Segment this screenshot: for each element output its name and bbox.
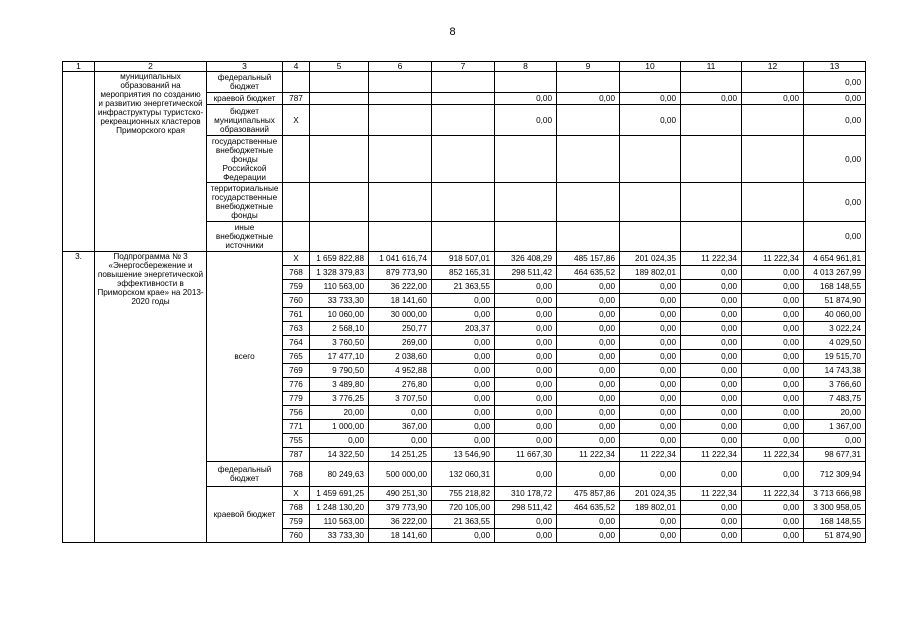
value-cell: 3 707,50: [369, 392, 432, 406]
value-cell: 168 148,55: [804, 515, 866, 529]
code-cell: 763: [283, 322, 310, 336]
header-cell: 1: [63, 62, 95, 72]
value-cell: [681, 72, 742, 93]
value-cell: 189 802,01: [620, 501, 681, 515]
value-cell: 3 766,60: [804, 378, 866, 392]
value-cell: [432, 183, 495, 222]
value-cell: 0,00: [742, 529, 804, 543]
value-cell: 0,00: [742, 501, 804, 515]
value-cell: 464 635,52: [557, 266, 620, 280]
code-cell: 759: [283, 280, 310, 294]
value-cell: 201 024,35: [620, 487, 681, 501]
value-cell: 4 952,88: [369, 364, 432, 378]
value-cell: 11 222,34: [742, 487, 804, 501]
program-name-cell: муниципальных образований на мероприятия по созданию и развитию энергетической инфраструктуры туристско-рекреационных кластеров Приморского края: [95, 72, 207, 252]
value-cell: 0,00: [681, 378, 742, 392]
value-cell: 720 105,00: [432, 501, 495, 515]
value-cell: 0,00: [620, 462, 681, 487]
code-cell: 764: [283, 336, 310, 350]
funding-source-cell: краевой бюджет: [207, 93, 283, 105]
value-cell: 269,00: [369, 336, 432, 350]
code-cell: 755: [283, 434, 310, 448]
value-cell: 33 733,30: [310, 294, 369, 308]
value-cell: 11 222,34: [557, 448, 620, 462]
code-cell: 769: [283, 364, 310, 378]
value-cell: 0,00: [432, 529, 495, 543]
value-cell: 0,00: [742, 392, 804, 406]
value-cell: 0,00: [742, 378, 804, 392]
value-cell: 201 024,35: [620, 252, 681, 266]
header-cell: 8: [495, 62, 557, 72]
value-cell: 0,00: [495, 406, 557, 420]
value-cell: 0,00: [620, 529, 681, 543]
value-cell: [742, 136, 804, 183]
value-cell: [620, 72, 681, 93]
value-cell: [432, 93, 495, 105]
value-cell: 0,00: [742, 266, 804, 280]
value-cell: 18 141,60: [369, 529, 432, 543]
value-cell: 11 222,34: [681, 252, 742, 266]
value-cell: [369, 222, 432, 252]
value-cell: 0,00: [742, 515, 804, 529]
code-cell: 779: [283, 392, 310, 406]
value-cell: 1 459 691,25: [310, 487, 369, 501]
value-cell: [369, 183, 432, 222]
value-cell: 0,00: [742, 364, 804, 378]
value-cell: 14 251,25: [369, 448, 432, 462]
value-cell: 379 773,90: [369, 501, 432, 515]
value-cell: [432, 72, 495, 93]
value-cell: 298 511,42: [495, 266, 557, 280]
value-cell: 0,00: [369, 434, 432, 448]
header-cell: 11: [681, 62, 742, 72]
value-cell: 3 776,25: [310, 392, 369, 406]
value-cell: 0,00: [495, 105, 557, 136]
value-cell: 0,00: [495, 308, 557, 322]
value-cell: 14 743,38: [804, 364, 866, 378]
value-cell: 21 363,55: [432, 515, 495, 529]
value-cell: 33 733,30: [310, 529, 369, 543]
code-cell: 760: [283, 529, 310, 543]
value-cell: 0,00: [557, 406, 620, 420]
header-row: [63, 62, 866, 72]
value-cell: 0,00: [432, 392, 495, 406]
value-cell: 0,00: [557, 336, 620, 350]
value-cell: 80 249,63: [310, 462, 369, 487]
code-cell: 765: [283, 350, 310, 364]
value-cell: 13 546,90: [432, 448, 495, 462]
value-cell: [310, 93, 369, 105]
value-cell: 0,00: [557, 280, 620, 294]
code-cell: [283, 183, 310, 222]
funding-source-cell: бюджет муниципальных образований: [207, 105, 283, 136]
code-cell: 771: [283, 420, 310, 434]
value-cell: [432, 136, 495, 183]
value-cell: 0,00: [557, 93, 620, 105]
value-cell: 0,00: [620, 515, 681, 529]
value-cell: 0,00: [620, 406, 681, 420]
header-cell: 2: [95, 62, 207, 72]
value-cell: 918 507,01: [432, 252, 495, 266]
value-cell: 0,00: [432, 308, 495, 322]
code-cell: [283, 136, 310, 183]
value-cell: 132 060,31: [432, 462, 495, 487]
value-cell: 0,00: [495, 93, 557, 105]
value-cell: 0,00: [432, 294, 495, 308]
value-cell: [369, 136, 432, 183]
value-cell: 250,77: [369, 322, 432, 336]
value-cell: 0,00: [742, 322, 804, 336]
value-cell: 0,00: [495, 364, 557, 378]
value-cell: 0,00: [804, 72, 866, 93]
code-cell: 760: [283, 294, 310, 308]
value-cell: 3 022,24: [804, 322, 866, 336]
value-cell: 0,00: [681, 308, 742, 322]
value-cell: 0,00: [557, 378, 620, 392]
value-cell: 0,00: [557, 434, 620, 448]
value-cell: 0,00: [620, 308, 681, 322]
value-cell: [369, 105, 432, 136]
value-cell: 4 029,50: [804, 336, 866, 350]
value-cell: 0,00: [681, 280, 742, 294]
value-cell: 3 760,50: [310, 336, 369, 350]
value-cell: 0,00: [804, 93, 866, 105]
value-cell: 7 483,75: [804, 392, 866, 406]
value-cell: 755 218,82: [432, 487, 495, 501]
value-cell: 500 000,00: [369, 462, 432, 487]
table-row: [63, 252, 866, 266]
value-cell: 0,00: [681, 501, 742, 515]
value-cell: [742, 183, 804, 222]
value-cell: 310 178,72: [495, 487, 557, 501]
value-cell: 0,00: [681, 93, 742, 105]
value-cell: 0,00: [681, 294, 742, 308]
value-cell: 0,00: [432, 336, 495, 350]
value-cell: 0,00: [495, 322, 557, 336]
value-cell: 168 148,55: [804, 280, 866, 294]
header-cell: 5: [310, 62, 369, 72]
value-cell: 0,00: [432, 406, 495, 420]
value-cell: [310, 183, 369, 222]
value-cell: 0,00: [620, 336, 681, 350]
value-cell: 17 477,10: [310, 350, 369, 364]
value-cell: 36 222,00: [369, 515, 432, 529]
value-cell: 203,37: [432, 322, 495, 336]
value-cell: 0,00: [742, 308, 804, 322]
value-cell: 712 309,94: [804, 462, 866, 487]
value-cell: 0,00: [557, 515, 620, 529]
value-cell: [681, 136, 742, 183]
value-cell: 3 300 958,05: [804, 501, 866, 515]
value-cell: 11 222,34: [681, 487, 742, 501]
value-cell: [681, 105, 742, 136]
value-cell: 0,00: [742, 336, 804, 350]
value-cell: 0,00: [495, 420, 557, 434]
value-cell: 0,00: [620, 280, 681, 294]
value-cell: 21 363,55: [432, 280, 495, 294]
value-cell: 0,00: [432, 364, 495, 378]
value-cell: 0,00: [369, 406, 432, 420]
value-cell: [310, 72, 369, 93]
value-cell: 0,00: [681, 420, 742, 434]
header-cell: 10: [620, 62, 681, 72]
value-cell: 0,00: [804, 434, 866, 448]
code-cell: 759: [283, 515, 310, 529]
value-cell: 9 790,50: [310, 364, 369, 378]
value-cell: 0,00: [681, 406, 742, 420]
budget-table-body: [63, 62, 866, 543]
value-cell: 0,00: [742, 294, 804, 308]
funding-source-cell: федеральный бюджет: [207, 462, 283, 487]
value-cell: 40 060,00: [804, 308, 866, 322]
value-cell: [681, 222, 742, 252]
funding-source-cell: иные внебюджетные источники: [207, 222, 283, 252]
value-cell: [620, 222, 681, 252]
value-cell: 0,00: [557, 294, 620, 308]
value-cell: 0,00: [804, 222, 866, 252]
value-cell: 0,00: [432, 434, 495, 448]
header-cell: 9: [557, 62, 620, 72]
value-cell: 0,00: [432, 350, 495, 364]
value-cell: 367,00: [369, 420, 432, 434]
value-cell: 298 511,42: [495, 501, 557, 515]
value-cell: 0,00: [495, 350, 557, 364]
value-cell: 0,00: [681, 266, 742, 280]
value-cell: 51 874,90: [804, 294, 866, 308]
value-cell: 0,00: [681, 462, 742, 487]
value-cell: [369, 93, 432, 105]
value-cell: 0,00: [804, 105, 866, 136]
page-number: 8: [449, 26, 456, 38]
value-cell: 464 635,52: [557, 501, 620, 515]
value-cell: [742, 105, 804, 136]
funding-source-cell: федеральный бюджет: [207, 72, 283, 93]
value-cell: 276,80: [369, 378, 432, 392]
value-cell: [310, 105, 369, 136]
value-cell: 0,00: [681, 529, 742, 543]
code-cell: X: [283, 105, 310, 136]
value-cell: 879 773,90: [369, 266, 432, 280]
header-cell: 3: [207, 62, 283, 72]
value-cell: 0,00: [557, 529, 620, 543]
value-cell: 18 141,60: [369, 294, 432, 308]
value-cell: 0,00: [681, 350, 742, 364]
value-cell: [310, 136, 369, 183]
value-cell: 0,00: [742, 93, 804, 105]
value-cell: 11 222,34: [620, 448, 681, 462]
value-cell: [742, 222, 804, 252]
row-number-cell: [63, 72, 95, 252]
value-cell: 0,00: [495, 462, 557, 487]
value-cell: [432, 105, 495, 136]
value-cell: 0,00: [495, 294, 557, 308]
value-cell: 0,00: [742, 462, 804, 487]
value-cell: [495, 136, 557, 183]
value-cell: 490 251,30: [369, 487, 432, 501]
value-cell: 0,00: [742, 434, 804, 448]
value-cell: [557, 105, 620, 136]
code-cell: 768: [283, 462, 310, 487]
value-cell: [495, 72, 557, 93]
value-cell: 30 000,00: [369, 308, 432, 322]
value-cell: 0,00: [804, 183, 866, 222]
value-cell: 0,00: [620, 105, 681, 136]
program-name-cell: Подпрограмма № 3 «Энергосбережение и повышение энергетической эффективности в Приморском крае» на 2013-2020 годы: [95, 252, 207, 543]
header-cell: 12: [742, 62, 804, 72]
value-cell: 3 713 666,98: [804, 487, 866, 501]
value-cell: 475 857,86: [557, 487, 620, 501]
value-cell: 0,00: [495, 336, 557, 350]
value-cell: 0,00: [681, 364, 742, 378]
value-cell: 0,00: [557, 392, 620, 406]
funding-source-cell: краевой бюджет: [207, 487, 283, 543]
value-cell: [557, 72, 620, 93]
value-cell: 0,00: [620, 350, 681, 364]
funding-source-cell: всего: [207, 252, 283, 462]
value-cell: 0,00: [620, 322, 681, 336]
value-cell: 11 222,34: [681, 448, 742, 462]
value-cell: 51 874,90: [804, 529, 866, 543]
code-cell: [283, 222, 310, 252]
value-cell: 485 157,86: [557, 252, 620, 266]
header-cell: 4: [283, 62, 310, 72]
value-cell: 4 013 267,99: [804, 266, 866, 280]
code-cell: [283, 72, 310, 93]
value-cell: [620, 183, 681, 222]
code-cell: 756: [283, 406, 310, 420]
value-cell: 0,00: [804, 136, 866, 183]
value-cell: 0,00: [310, 434, 369, 448]
value-cell: 0,00: [742, 280, 804, 294]
value-cell: [557, 136, 620, 183]
value-cell: 4 654 961,81: [804, 252, 866, 266]
value-cell: 1 659 822,88: [310, 252, 369, 266]
value-cell: 189 802,01: [620, 266, 681, 280]
funding-source-cell: территориальные государственные внебюджетные фонды: [207, 183, 283, 222]
value-cell: 2 038,60: [369, 350, 432, 364]
value-cell: 0,00: [620, 378, 681, 392]
value-cell: 20,00: [310, 406, 369, 420]
value-cell: 0,00: [557, 420, 620, 434]
value-cell: 0,00: [681, 336, 742, 350]
code-cell: 768: [283, 501, 310, 515]
value-cell: 0,00: [620, 364, 681, 378]
value-cell: 20,00: [804, 406, 866, 420]
value-cell: 0,00: [557, 322, 620, 336]
code-cell: X: [283, 487, 310, 501]
code-cell: 776: [283, 378, 310, 392]
value-cell: [310, 222, 369, 252]
value-cell: 0,00: [681, 515, 742, 529]
header-cell: 7: [432, 62, 495, 72]
value-cell: 0,00: [495, 392, 557, 406]
value-cell: 110 563,00: [310, 515, 369, 529]
value-cell: 0,00: [495, 515, 557, 529]
value-cell: 0,00: [495, 280, 557, 294]
value-cell: 0,00: [432, 420, 495, 434]
value-cell: 1 041 616,74: [369, 252, 432, 266]
value-cell: 0,00: [681, 434, 742, 448]
value-cell: 19 515,70: [804, 350, 866, 364]
code-cell: 761: [283, 308, 310, 322]
value-cell: [432, 222, 495, 252]
value-cell: [369, 72, 432, 93]
value-cell: 1 000,00: [310, 420, 369, 434]
value-cell: 0,00: [557, 308, 620, 322]
value-cell: 1 328 379,83: [310, 266, 369, 280]
value-cell: 0,00: [557, 350, 620, 364]
value-cell: 11 222,34: [742, 448, 804, 462]
value-cell: 0,00: [620, 392, 681, 406]
value-cell: [557, 183, 620, 222]
value-cell: 0,00: [620, 434, 681, 448]
value-cell: 0,00: [681, 392, 742, 406]
funding-source-cell: государственные внебюджетные фонды Российской Федерации: [207, 136, 283, 183]
row-number-cell: 3.: [63, 252, 95, 543]
code-cell: 787: [283, 448, 310, 462]
code-cell: 787: [283, 93, 310, 105]
header-cell: 6: [369, 62, 432, 72]
value-cell: 0,00: [432, 378, 495, 392]
value-cell: 0,00: [742, 406, 804, 420]
code-cell: 768: [283, 266, 310, 280]
value-cell: [681, 183, 742, 222]
value-cell: [557, 222, 620, 252]
value-cell: 0,00: [557, 364, 620, 378]
value-cell: 10 060,00: [310, 308, 369, 322]
value-cell: [742, 72, 804, 93]
value-cell: [495, 222, 557, 252]
header-cell: 13: [804, 62, 866, 72]
value-cell: 0,00: [620, 93, 681, 105]
value-cell: [620, 136, 681, 183]
value-cell: 0,00: [742, 420, 804, 434]
value-cell: 0,00: [495, 434, 557, 448]
value-cell: 1 367,00: [804, 420, 866, 434]
value-cell: 1 248 130,20: [310, 501, 369, 515]
value-cell: 14 322,50: [310, 448, 369, 462]
value-cell: 0,00: [495, 529, 557, 543]
value-cell: 3 489,80: [310, 378, 369, 392]
value-cell: 36 222,00: [369, 280, 432, 294]
value-cell: 11 667,30: [495, 448, 557, 462]
value-cell: [495, 183, 557, 222]
value-cell: 98 677,31: [804, 448, 866, 462]
value-cell: 11 222,34: [742, 252, 804, 266]
value-cell: 110 563,00: [310, 280, 369, 294]
code-cell: X: [283, 252, 310, 266]
value-cell: 0,00: [681, 322, 742, 336]
value-cell: 326 408,29: [495, 252, 557, 266]
value-cell: 852 165,31: [432, 266, 495, 280]
value-cell: 0,00: [557, 462, 620, 487]
budget-table: [62, 61, 866, 543]
value-cell: 0,00: [620, 420, 681, 434]
value-cell: 2 568,10: [310, 322, 369, 336]
value-cell: 0,00: [495, 378, 557, 392]
table-row: [63, 72, 866, 93]
value-cell: 0,00: [620, 294, 681, 308]
value-cell: 0,00: [742, 350, 804, 364]
